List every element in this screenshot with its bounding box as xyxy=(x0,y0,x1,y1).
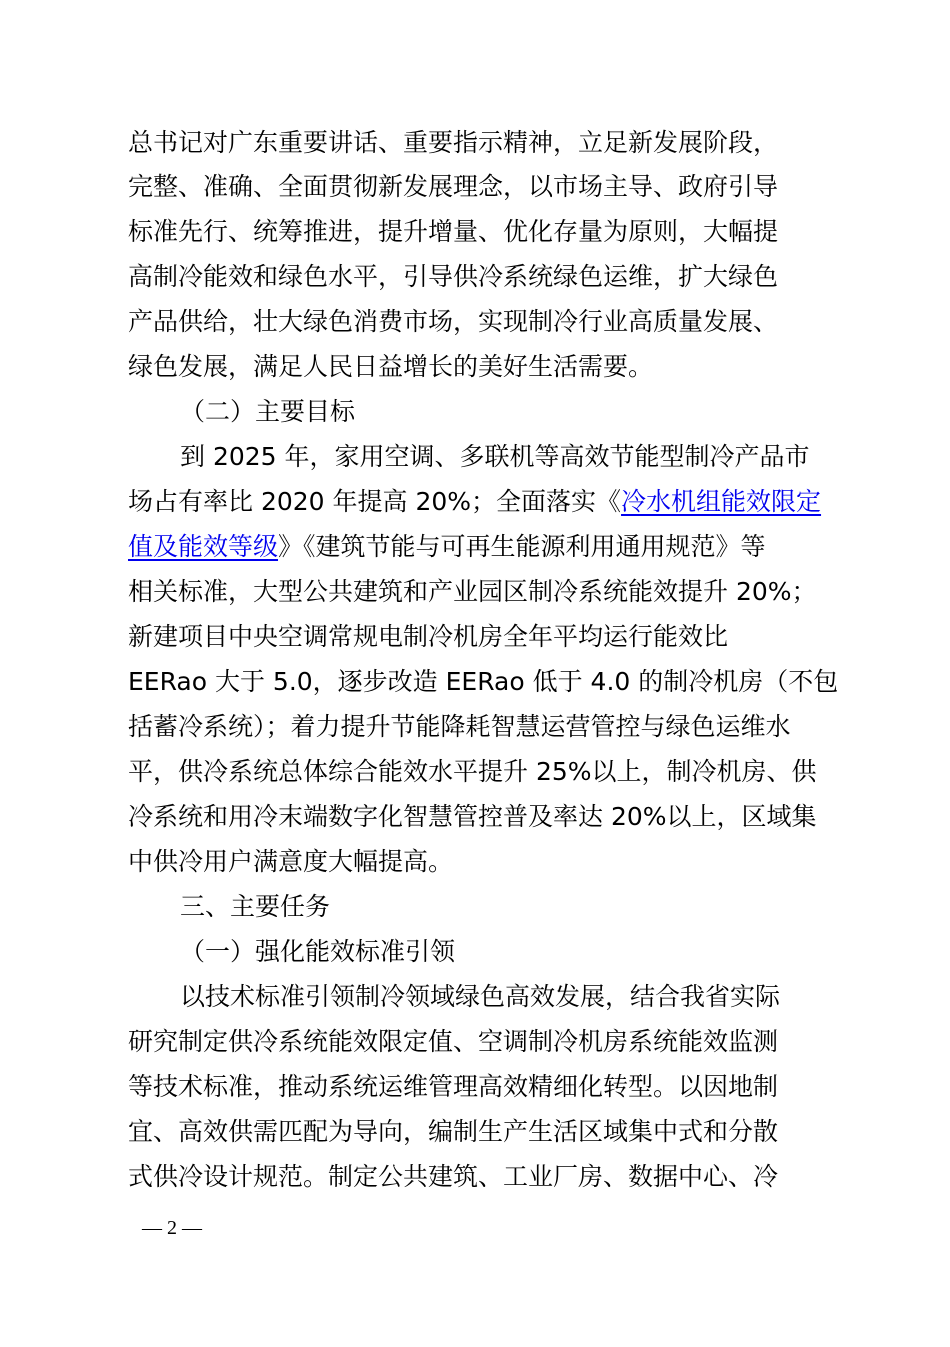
text-line: 总书记对广东重要讲话、重要指示精神，立足新发展阶段， xyxy=(128,128,779,157)
standard-link[interactable]: 冷水机组能效限定 xyxy=(621,487,822,516)
text-line: 产品供给，壮大绿色消费市场，实现制冷行业高质量发展、 xyxy=(128,307,779,336)
text-span: 场占有率比 2020 年提高 20%；全面落实《 xyxy=(128,487,622,516)
text-line xyxy=(128,480,821,524)
text-line: 等技术标准，推动系统运维管理高效精细化转型。以因地制 xyxy=(128,1072,779,1101)
subsection-heading-task1: （一）强化能效标准引领 xyxy=(180,937,456,966)
text-line xyxy=(128,525,766,569)
page-number: — 2 — xyxy=(142,1217,202,1239)
text-line: 宜、高效供需匹配为导向，编制生产生活区域集中式和分散 xyxy=(128,1117,779,1146)
text-line: 以技术标准引领制冷领域绿色高效发展，结合我省实际 xyxy=(180,982,781,1011)
text-line: 完整、准确、全面贯彻新发展理念，以市场主导、政府引导 xyxy=(128,172,779,201)
text-line: 括蓄冷系统）；着力提升节能降耗智慧运营管控与绿色运维水 xyxy=(128,712,791,741)
text-line: 高制冷能效和绿色水平，引导供冷系统绿色运维，扩大绿色 xyxy=(128,262,779,291)
text-line: 式供冷设计规范。制定公共建筑、工业厂房、数据中心、冷 xyxy=(128,1162,779,1191)
text-line: 平，供冷系统总体综合能效水平提升 25%以上，制冷机房、供 xyxy=(128,757,817,786)
text-line: EERao 大于 5.0，逐步改造 EERao 低于 4.0 的制冷机房（不包 xyxy=(128,667,839,696)
text-line: 冷系统和用冷末端数字化智慧管控普及率达 20%以上，区域集 xyxy=(128,802,817,831)
standard-link[interactable]: 值及能效等级 xyxy=(128,532,279,561)
section-heading-tasks: 三、主要任务 xyxy=(180,892,331,921)
text-line: 新建项目中央空调常规电制冷机房全年平均运行能效比 xyxy=(128,622,729,651)
section-heading-goals: （二）主要目标 xyxy=(180,397,356,426)
text-line: 到 2025 年，家用空调、多联机等高效节能型制冷产品市 xyxy=(180,442,810,471)
text-span: 》《建筑节能与可再生能源利用通用规范》等 xyxy=(278,532,766,561)
text-line: 绿色发展，满足人民日益增长的美好生活需要。 xyxy=(128,352,654,381)
text-line: 研究制定供冷系统能效限定值、空调制冷机房系统能效监测 xyxy=(128,1027,779,1056)
text-line: 相关标准，大型公共建筑和产业园区制冷系统能效提升 20%； xyxy=(128,577,817,606)
text-line: 标准先行、统筹推进，提升增量、优化存量为原则，大幅提 xyxy=(128,217,779,246)
text-line: 中供冷用户满意度大幅提高。 xyxy=(128,847,454,876)
